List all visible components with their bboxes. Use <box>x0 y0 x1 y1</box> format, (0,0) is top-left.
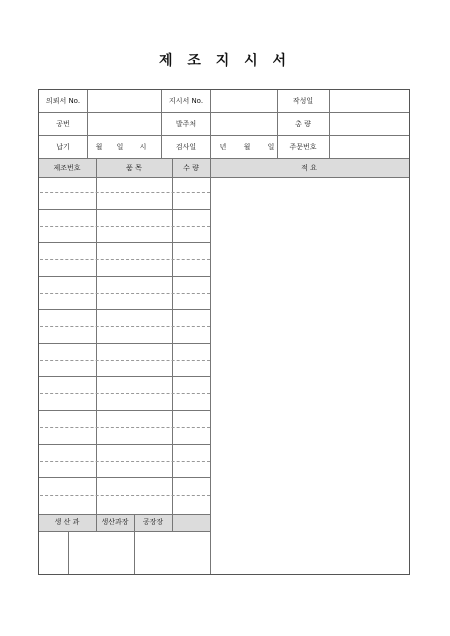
manufacturing-order-form <box>38 89 410 575</box>
due-month-label: 월 <box>95 143 103 151</box>
insp-month-label: 월 <box>243 143 251 151</box>
purchase-order-no-label: 주문번호 <box>289 143 317 151</box>
part-no-label: 공번 <box>56 120 70 128</box>
due-hour-label: 시 <box>139 143 147 151</box>
inspection-date-label: 검사일 <box>175 143 197 151</box>
client-label: 발주처 <box>175 120 197 128</box>
qty-column-header: 수 량 <box>183 164 199 172</box>
insp-year-label: 년 <box>219 143 227 151</box>
plant-manager-label: 공장장 <box>142 518 164 526</box>
insp-day-label: 일 <box>267 143 275 151</box>
item-column-header: 품 목 <box>126 164 142 172</box>
request-no-label: 의뢰서 No. <box>45 97 81 105</box>
column-header-bg <box>39 158 409 177</box>
quantity-total-label: 총 량 <box>295 120 311 128</box>
remarks-column-header: 적 요 <box>301 164 317 172</box>
due-label: 납기 <box>56 143 70 151</box>
production-manager-label: 생산과장 <box>101 518 129 526</box>
order-no-label: 지시서 No. <box>168 97 204 105</box>
mfg-no-column-header: 제조번호 <box>53 164 81 172</box>
created-date-label: 작성일 <box>292 97 314 105</box>
document-title: 제 조 지 시 서 <box>158 53 292 69</box>
production-dept-label: 생 산 과 <box>54 518 80 526</box>
due-day-label: 일 <box>116 143 124 151</box>
